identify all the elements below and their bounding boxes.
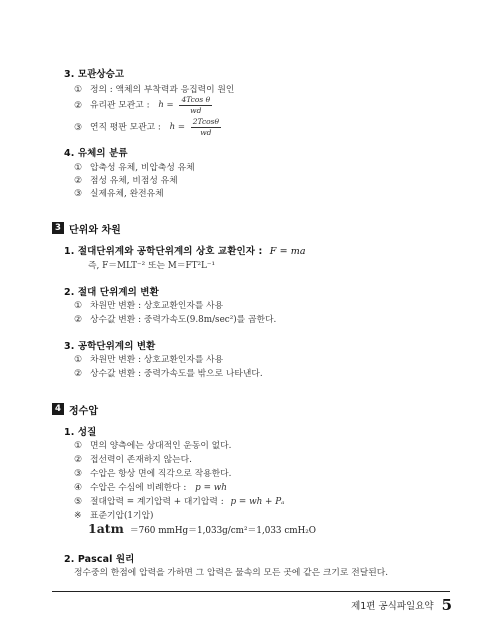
heading-fluid-classification: 4. 유체의 분류 bbox=[64, 148, 128, 159]
heading-properties: 1. 성질 bbox=[64, 427, 97, 438]
formula: F = ma bbox=[269, 246, 306, 257]
section-number-badge: 4 bbox=[52, 403, 64, 415]
heading-pascal-principle: 2. Pascal 원리 bbox=[64, 554, 135, 565]
list-item: ② 점성 유체, 비점성 유체 bbox=[74, 176, 178, 186]
standard-atmosphere-equation: 1atm ＝760 mmHg＝1,033g/cm²＝1,033 cmH₂O bbox=[88, 521, 317, 536]
formula-fraction: $\frac{2Tcos\theta}{wd}$ bbox=[192, 117, 220, 137]
section-number-badge: 3 bbox=[52, 222, 64, 234]
formula-lhs: h = bbox=[169, 122, 185, 132]
note-item: ※ 표준기압(1기압) bbox=[74, 511, 154, 521]
formula-line: 즉, F＝MLT⁻² 또는 M＝FT²L⁻¹ bbox=[88, 261, 216, 271]
list-item: ① 면의 양측에는 상대적인 운동이 없다. bbox=[74, 441, 232, 451]
note-mark: ※ bbox=[74, 511, 82, 521]
list-item: ③ 실제유체, 완전유체 bbox=[74, 189, 164, 199]
list-item: ② 상수값 변환 : 중력가속도를 밖으로 나타낸다. bbox=[74, 369, 263, 379]
list-item: ② 접선력이 존재하지 않는다. bbox=[74, 455, 192, 465]
heading-capillary-rise: 3. 모관상승고 bbox=[64, 69, 125, 80]
list-item: ② 상수값 변환 : 중력가속도(9.8m/sec²)를 곱한다. bbox=[74, 315, 277, 325]
formula-fraction: $\frac{\text{4Tcos θ}}{wd}$ bbox=[181, 95, 211, 115]
section-header-hydrostatic-pressure bbox=[52, 403, 98, 415]
list-item: ① 압축성 유체, 비압축성 유체 bbox=[74, 163, 195, 173]
formula: p = wh bbox=[195, 483, 227, 493]
page-footer bbox=[351, 596, 452, 614]
list-item: ① 차원만 변환 : 상호교환인자를 사용 bbox=[74, 301, 224, 311]
list-item: ④ 수압은 수심에 비례한다 : p = wh bbox=[74, 483, 227, 493]
footer-chapter-title: 제1편 공식파일요약 bbox=[351, 601, 434, 612]
list-item: ① 정의 : 액체의 부착력과 응집력이 원인 bbox=[74, 85, 235, 95]
section-title: 단위와 차원 bbox=[69, 224, 121, 236]
section-title: 정수압 bbox=[69, 405, 98, 417]
footer-divider bbox=[52, 591, 450, 592]
heading-absolute-unit-conversion: 2. 절대 단위계의 변환 bbox=[64, 287, 159, 298]
list-item: ③ 연직 평판 모관고 : h = $\frac{2Tcos\theta}{wd}$ bbox=[74, 117, 220, 137]
list-item: ⑤ 절대압력 = 계기압력 + 대기압력 : p = wh + Pₐ bbox=[74, 497, 285, 507]
page-number: 5 bbox=[441, 596, 452, 614]
formula-lhs: h = bbox=[158, 100, 174, 110]
list-item: ① 차원만 변환 : 상호교환인자를 사용 bbox=[74, 355, 224, 365]
paragraph: 정수중의 한점에 압력을 가하면 그 압력은 물속의 모든 곳에 같은 크기로 전달된다. bbox=[74, 568, 388, 578]
section-header-units bbox=[52, 222, 121, 234]
list-item: ② 유리관 모관고 : h = $\frac{\text{4Tcos θ}}{wd}$ bbox=[74, 95, 211, 115]
list-item: ③ 수압은 항상 면에 직각으로 작용한다. bbox=[74, 469, 232, 479]
formula: p = wh + Pₐ bbox=[230, 497, 285, 507]
heading-unit-conversion-factor: 1. 절대단위계와 공학단위계의 상호 교환인자 : F = ma bbox=[64, 246, 306, 257]
heading-engineering-unit-conversion: 3. 공학단위계의 변환 bbox=[64, 341, 156, 352]
